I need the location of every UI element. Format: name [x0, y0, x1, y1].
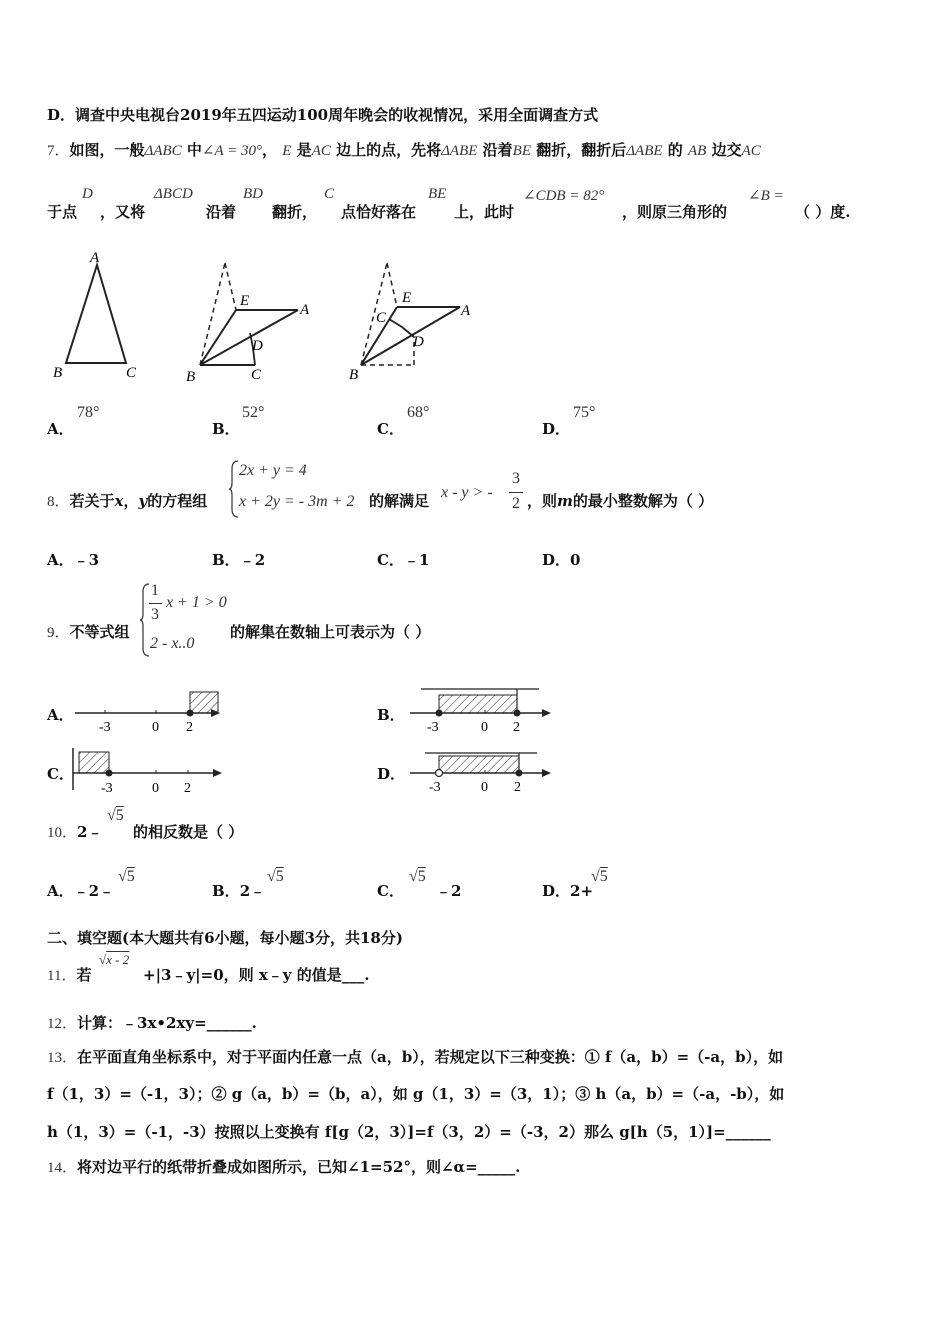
q8-fraction-bar	[509, 492, 523, 493]
q10-option-d[interactable]: D．2+	[542, 882, 594, 900]
q9-option-a[interactable]: A．	[47, 706, 74, 724]
q7-option-c[interactable]: C．	[377, 420, 404, 438]
q7-option-a-value: 78°	[77, 404, 100, 421]
q9-number-line-b	[405, 683, 560, 737]
q10-option-c-sqrt: √5	[409, 868, 426, 885]
q9-option-d[interactable]: D．	[377, 765, 406, 783]
q8-equation-2: x + 2y = - 3m + 2	[239, 493, 355, 510]
q7-option-b-value: 52°	[242, 404, 265, 421]
fig1-label-b: B	[53, 365, 63, 381]
svg-text:D: D	[252, 338, 263, 354]
q7-figures	[40, 245, 480, 390]
q8-option-b[interactable]: B．﹣2	[212, 551, 266, 569]
q14-stem: 14．将对边平行的纸带折叠成如图所示，已知∠1=52°，则∠α=_____.	[47, 1158, 521, 1176]
q8-equation-1: 2x + y = 4	[239, 462, 307, 479]
q13-line2: f（1，3）=（-1，3）；② g（a，b）=（b，a），如 g（1，3）=（3，1）；③ h（a，b）=（-a，-b），如	[47, 1085, 785, 1103]
q9-inequality-2: 2 - x..0	[150, 635, 195, 652]
q7-line1: 7．如图，一般ΔABC 中∠A = 30°， E 是AC 边上的点，先将ΔABE 沿着BE 翻折，翻折后ΔABE 的 AB 边交AC	[47, 141, 761, 159]
svg-text:0: 0	[152, 781, 159, 796]
svg-text:0: 0	[481, 720, 488, 735]
q12-stem: 12．计算：﹣3x•2xy=______.	[47, 1014, 257, 1032]
q10-stem: 10．2﹣	[47, 823, 103, 841]
svg-text:C: C	[376, 310, 387, 326]
figure-3-folded-twice	[349, 263, 471, 383]
q11-sqrt: √x - 2	[99, 952, 130, 967]
svg-text:B: B	[186, 369, 196, 385]
section-fill-in-heading: 二、填空题(本大题共有6小题，每小题3分，共18分)	[47, 929, 403, 947]
svg-text:2: 2	[184, 781, 191, 796]
svg-text:2: 2	[186, 720, 193, 735]
q13-line3: h（1，3）=（-1，-3）按照以上变换有 f[g（2，3）]=f（3，2）=（-3，2）那么 g[h（5，1）]=______	[47, 1123, 771, 1141]
q7-option-d[interactable]: D．	[542, 420, 571, 438]
q7-option-a[interactable]: A．	[47, 420, 74, 438]
q8-stem: 8．若关于x，y的方程组	[47, 492, 208, 510]
q9-option-b[interactable]: B．	[377, 706, 405, 724]
svg-text:-3: -3	[99, 720, 111, 735]
svg-text:-3: -3	[101, 781, 113, 796]
q10-option-d-sqrt: √5	[591, 868, 608, 885]
q7-option-b[interactable]: B．	[212, 420, 240, 438]
svg-text:D: D	[413, 334, 424, 350]
svg-text:0: 0	[152, 720, 159, 735]
q7-number: 7．	[47, 143, 70, 159]
svg-text:-3: -3	[427, 720, 439, 735]
q9-number-line-c	[70, 746, 230, 796]
fig1-label-a: A	[90, 250, 100, 266]
svg-text:2: 2	[514, 780, 521, 795]
svg-text:E: E	[240, 293, 250, 309]
svg-text:2: 2	[513, 720, 520, 735]
q9-inequality-1: x + 1 > 0	[166, 594, 227, 611]
q10-option-b-sqrt: √5	[267, 868, 284, 885]
q10-option-a[interactable]: A．﹣2﹣	[47, 882, 115, 900]
q7-option-d-value: 75°	[573, 404, 596, 421]
q10-option-b[interactable]: B．2﹣	[212, 882, 266, 900]
q7-option-c-value: 68°	[407, 404, 430, 421]
svg-text:A: A	[461, 303, 471, 319]
q8-option-d[interactable]: D．0	[542, 551, 581, 569]
option-d-previous-question: D．调查中央电视台2019年五四运动100周年晚会的收视情况，采用全面调查方式	[47, 106, 599, 124]
svg-text:-3: -3	[429, 780, 441, 795]
q11-stem: 11．若	[47, 966, 92, 984]
q9-number-line-d	[405, 744, 560, 796]
svg-text:C: C	[251, 367, 262, 383]
figure-2-folded	[186, 263, 310, 385]
svg-text:A: A	[300, 302, 310, 318]
q10-option-a-sqrt: √5	[118, 868, 135, 885]
q9-number-line-a	[70, 688, 230, 736]
q8-option-c[interactable]: C．﹣1	[377, 551, 430, 569]
q8-option-a[interactable]: A．﹣3	[47, 551, 100, 569]
q7-line2: 于点	[47, 203, 78, 221]
q10-sqrt: √5	[107, 807, 124, 824]
q13-line1: 13．在平面直角坐标系中，对于平面内任意一点（a，b），若规定以下三种变换：① f（a，b）=（-a，b），如	[47, 1048, 784, 1066]
figure-1-triangle	[53, 250, 137, 381]
q9-fraction-bar	[149, 603, 162, 604]
svg-text:0: 0	[481, 780, 488, 795]
point-d-label: D	[82, 186, 93, 202]
fig1-label-c: C	[126, 365, 137, 381]
svg-text:E: E	[402, 290, 412, 306]
q10-option-c[interactable]: C．	[377, 882, 404, 900]
svg-text:B: B	[349, 367, 359, 383]
q9-stem: 9．不等式组	[47, 623, 130, 641]
q9-option-c[interactable]: C．	[47, 765, 74, 783]
q8-condition: x - y > -	[441, 484, 493, 501]
